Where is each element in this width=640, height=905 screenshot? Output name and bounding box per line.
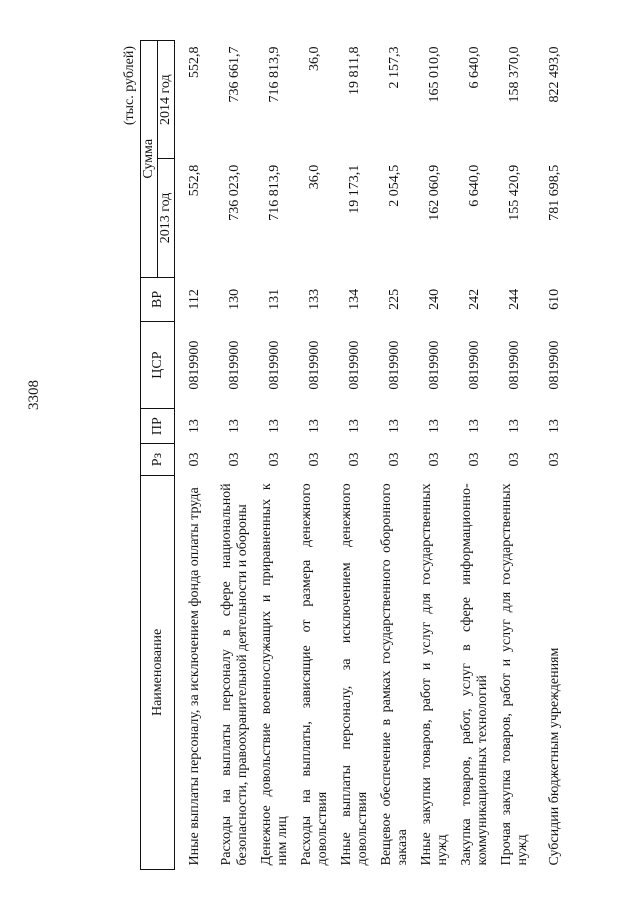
- row-name: Иные выплаты персоналу, за исключением денежного довольствия: [339, 483, 371, 866]
- row-pr: 13: [307, 419, 323, 434]
- row-csr: 0819900: [307, 340, 323, 390]
- row-csr: 0819900: [507, 340, 523, 390]
- row-name: Расходы на выплаты, зависящие от размера денежного довольствия: [299, 483, 331, 866]
- header-sum: Сумма: [141, 41, 158, 278]
- row-vr: 240: [427, 288, 443, 310]
- row-sum-2014: 736 661,7: [227, 46, 243, 103]
- row-name: Прочая закупка товаров, работ и услуг для государственных нужд: [499, 483, 531, 866]
- header-csr: ЦСР: [141, 322, 175, 409]
- row-sum-2013: 2 054,5: [387, 164, 403, 207]
- table-row: [455, 41, 495, 870]
- table-row: [495, 41, 535, 870]
- row-sum-2013: 19 173,1: [347, 164, 363, 214]
- row-rz: 03: [427, 452, 443, 467]
- row-rz: 03: [307, 452, 323, 467]
- rotated-table-page: [120, 40, 563, 870]
- row-sum-2013: 155 420,9: [507, 164, 523, 221]
- row-name: Расходы на выплаты персоналу в сфере национальной безопасности, правоохранительной деятельности и обороны: [219, 483, 251, 866]
- header-vr: ВР: [141, 277, 175, 322]
- row-sum-2014: 822 493,0: [547, 46, 563, 103]
- row-vr: 134: [347, 288, 363, 310]
- page-number: 3308: [26, 380, 42, 410]
- row-rz: 03: [187, 452, 203, 467]
- row-name: Иные закупки товаров, работ и услуг для государственных нужд: [419, 483, 451, 866]
- budget-table: [140, 40, 575, 870]
- row-sum-2013: 552,8: [187, 164, 203, 197]
- row-vr: 244: [507, 288, 523, 310]
- row-pr: 13: [347, 419, 363, 434]
- table-row: [295, 41, 335, 870]
- row-rz: 03: [507, 452, 523, 467]
- row-csr: 0819900: [267, 340, 283, 390]
- row-pr: 13: [467, 419, 483, 434]
- row-vr: 225: [387, 288, 403, 310]
- row-name: Денежное довольствие военнослужащих и приравненных к ним лиц: [259, 483, 291, 866]
- row-sum-2013: 162 060,9: [427, 164, 443, 221]
- row-csr: 0819900: [467, 340, 483, 390]
- row-sum-2014: 552,8: [187, 46, 203, 78]
- row-sum-2014: 6 640,0: [467, 46, 483, 89]
- table-row: [535, 41, 575, 870]
- row-sum-2014: 716 813,9: [267, 46, 283, 103]
- table-row: [375, 41, 415, 870]
- row-rz: 03: [387, 452, 403, 467]
- table-row: [415, 41, 455, 870]
- row-rz: 03: [547, 452, 563, 467]
- row-vr: 133: [307, 288, 323, 310]
- row-rz: 03: [467, 452, 483, 467]
- row-pr: 13: [227, 419, 243, 434]
- row-name: Закупка товаров, работ, услуг в сфере информационно-коммуникационных технологий: [459, 483, 491, 866]
- row-sum-2014: 19 811,8: [347, 46, 363, 95]
- row-vr: 242: [467, 288, 483, 310]
- row-sum-2013: 716 813,9: [267, 164, 283, 221]
- row-rz: 03: [227, 452, 243, 467]
- table-row: [335, 41, 375, 870]
- row-pr: 13: [267, 419, 283, 434]
- row-rz: 03: [347, 452, 363, 467]
- row-sum-2014: 36,0: [307, 46, 323, 71]
- row-pr: 13: [547, 419, 563, 434]
- row-vr: 610: [547, 288, 563, 310]
- row-pr: 13: [187, 419, 203, 434]
- header-rz: Рз: [141, 444, 175, 476]
- header-pr: ПР: [141, 408, 175, 443]
- row-sum-2014: 2 157,3: [387, 46, 403, 89]
- row-sum-2013: 736 023,0: [227, 164, 243, 221]
- row-sum-2013: 36,0: [307, 164, 323, 190]
- row-csr: 0819900: [547, 340, 563, 390]
- row-csr: 0819900: [427, 340, 443, 390]
- table-row: [175, 41, 216, 870]
- table-header: [141, 41, 175, 870]
- row-pr: 13: [387, 419, 403, 434]
- row-vr: 112: [187, 289, 203, 310]
- header-name: Наименование: [141, 475, 175, 869]
- table-body: [175, 41, 576, 870]
- row-vr: 130: [227, 288, 243, 310]
- unit-note: (тыс. рублей): [122, 46, 137, 126]
- table-row: [255, 41, 295, 870]
- row-pr: 13: [427, 419, 443, 434]
- row-csr: 0819900: [347, 340, 363, 390]
- header-2013: 2013 год: [158, 159, 175, 277]
- row-sum-2014: 158 370,0: [507, 46, 523, 103]
- row-csr: 0819900: [227, 340, 243, 390]
- table-row: [215, 41, 255, 870]
- row-sum-2014: 165 010,0: [427, 46, 443, 103]
- row-csr: 0819900: [387, 340, 403, 390]
- row-csr: 0819900: [187, 340, 203, 390]
- row-vr: 131: [267, 288, 283, 310]
- header-2014: 2014 год: [158, 41, 175, 159]
- row-name: Субсидии бюджетным учреждениям: [547, 647, 563, 866]
- row-sum-2013: 6 640,0: [467, 164, 483, 207]
- row-rz: 03: [267, 452, 283, 467]
- row-name: Иные выплаты персоналу, за исключением фонда оплаты труда: [187, 487, 203, 866]
- row-name: Вещевое обеспечение в рамках государственного оборонного заказа: [379, 483, 411, 866]
- row-sum-2013: 781 698,5: [547, 164, 563, 221]
- row-pr: 13: [507, 419, 523, 434]
